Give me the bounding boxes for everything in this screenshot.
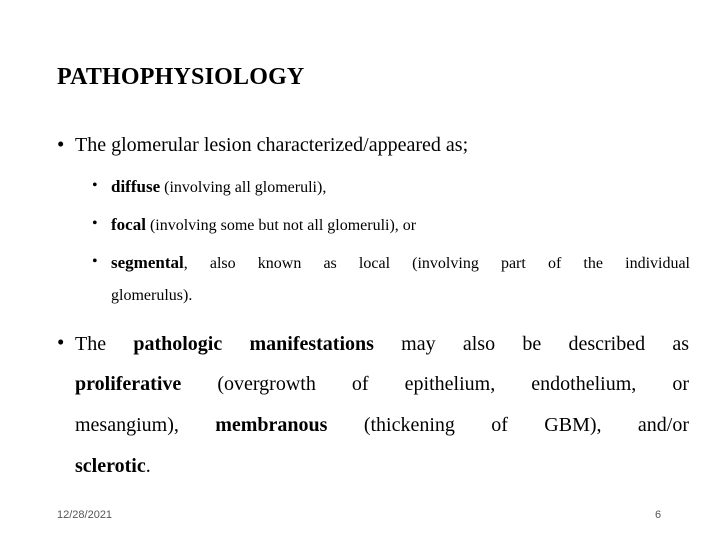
slide-title: PATHOPHYSIOLOGY <box>57 64 305 90</box>
text-run: The <box>75 333 134 355</box>
sub-bullet-continuation: glomerulus). <box>111 287 193 304</box>
term-segmental: segmental <box>111 253 184 272</box>
sub-bullet-description: (involving all glomeruli), <box>160 179 327 196</box>
sub-bullet-text <box>111 253 690 273</box>
footer-date: 12/28/2021 <box>57 509 113 521</box>
bullet-text: The glomerular lesion characterized/appeared as; <box>75 134 469 156</box>
sub-bullet-text <box>111 215 416 235</box>
term-sclerotic: sclerotic <box>75 455 146 477</box>
term-proliferative: proliferative <box>75 373 182 395</box>
sub-bullet-description: , also known as local (involving part of the individual <box>183 255 690 272</box>
page-number: 6 <box>655 509 662 521</box>
paragraph-line <box>75 414 689 437</box>
text-run: (thickening of GBM), and/or <box>327 414 689 436</box>
term-pathologic-manifestations: pathologic manifestations <box>133 333 374 355</box>
paragraph-line <box>75 373 689 396</box>
text-run: mesangium), <box>75 414 216 436</box>
bullet-marker: • <box>57 330 65 354</box>
sub-bullet-description: (involving some but not all glomeruli), or <box>145 217 417 234</box>
sub-bullet-marker: • <box>92 177 98 194</box>
paragraph-line <box>75 455 689 478</box>
sub-bullet-marker: • <box>92 253 98 270</box>
sub-bullet-text <box>111 177 326 197</box>
paragraph-line <box>75 333 689 356</box>
term-membranous: membranous <box>215 414 328 436</box>
text-run: may also be described as <box>373 333 689 355</box>
text-run: (overgrowth of epithelium, endothelium, or <box>181 373 689 395</box>
term-focal: focal <box>111 215 146 234</box>
text-run: . <box>145 455 151 477</box>
sub-bullet-marker: • <box>92 215 98 232</box>
bullet-marker: • <box>57 132 65 156</box>
term-diffuse: diffuse <box>111 177 161 196</box>
